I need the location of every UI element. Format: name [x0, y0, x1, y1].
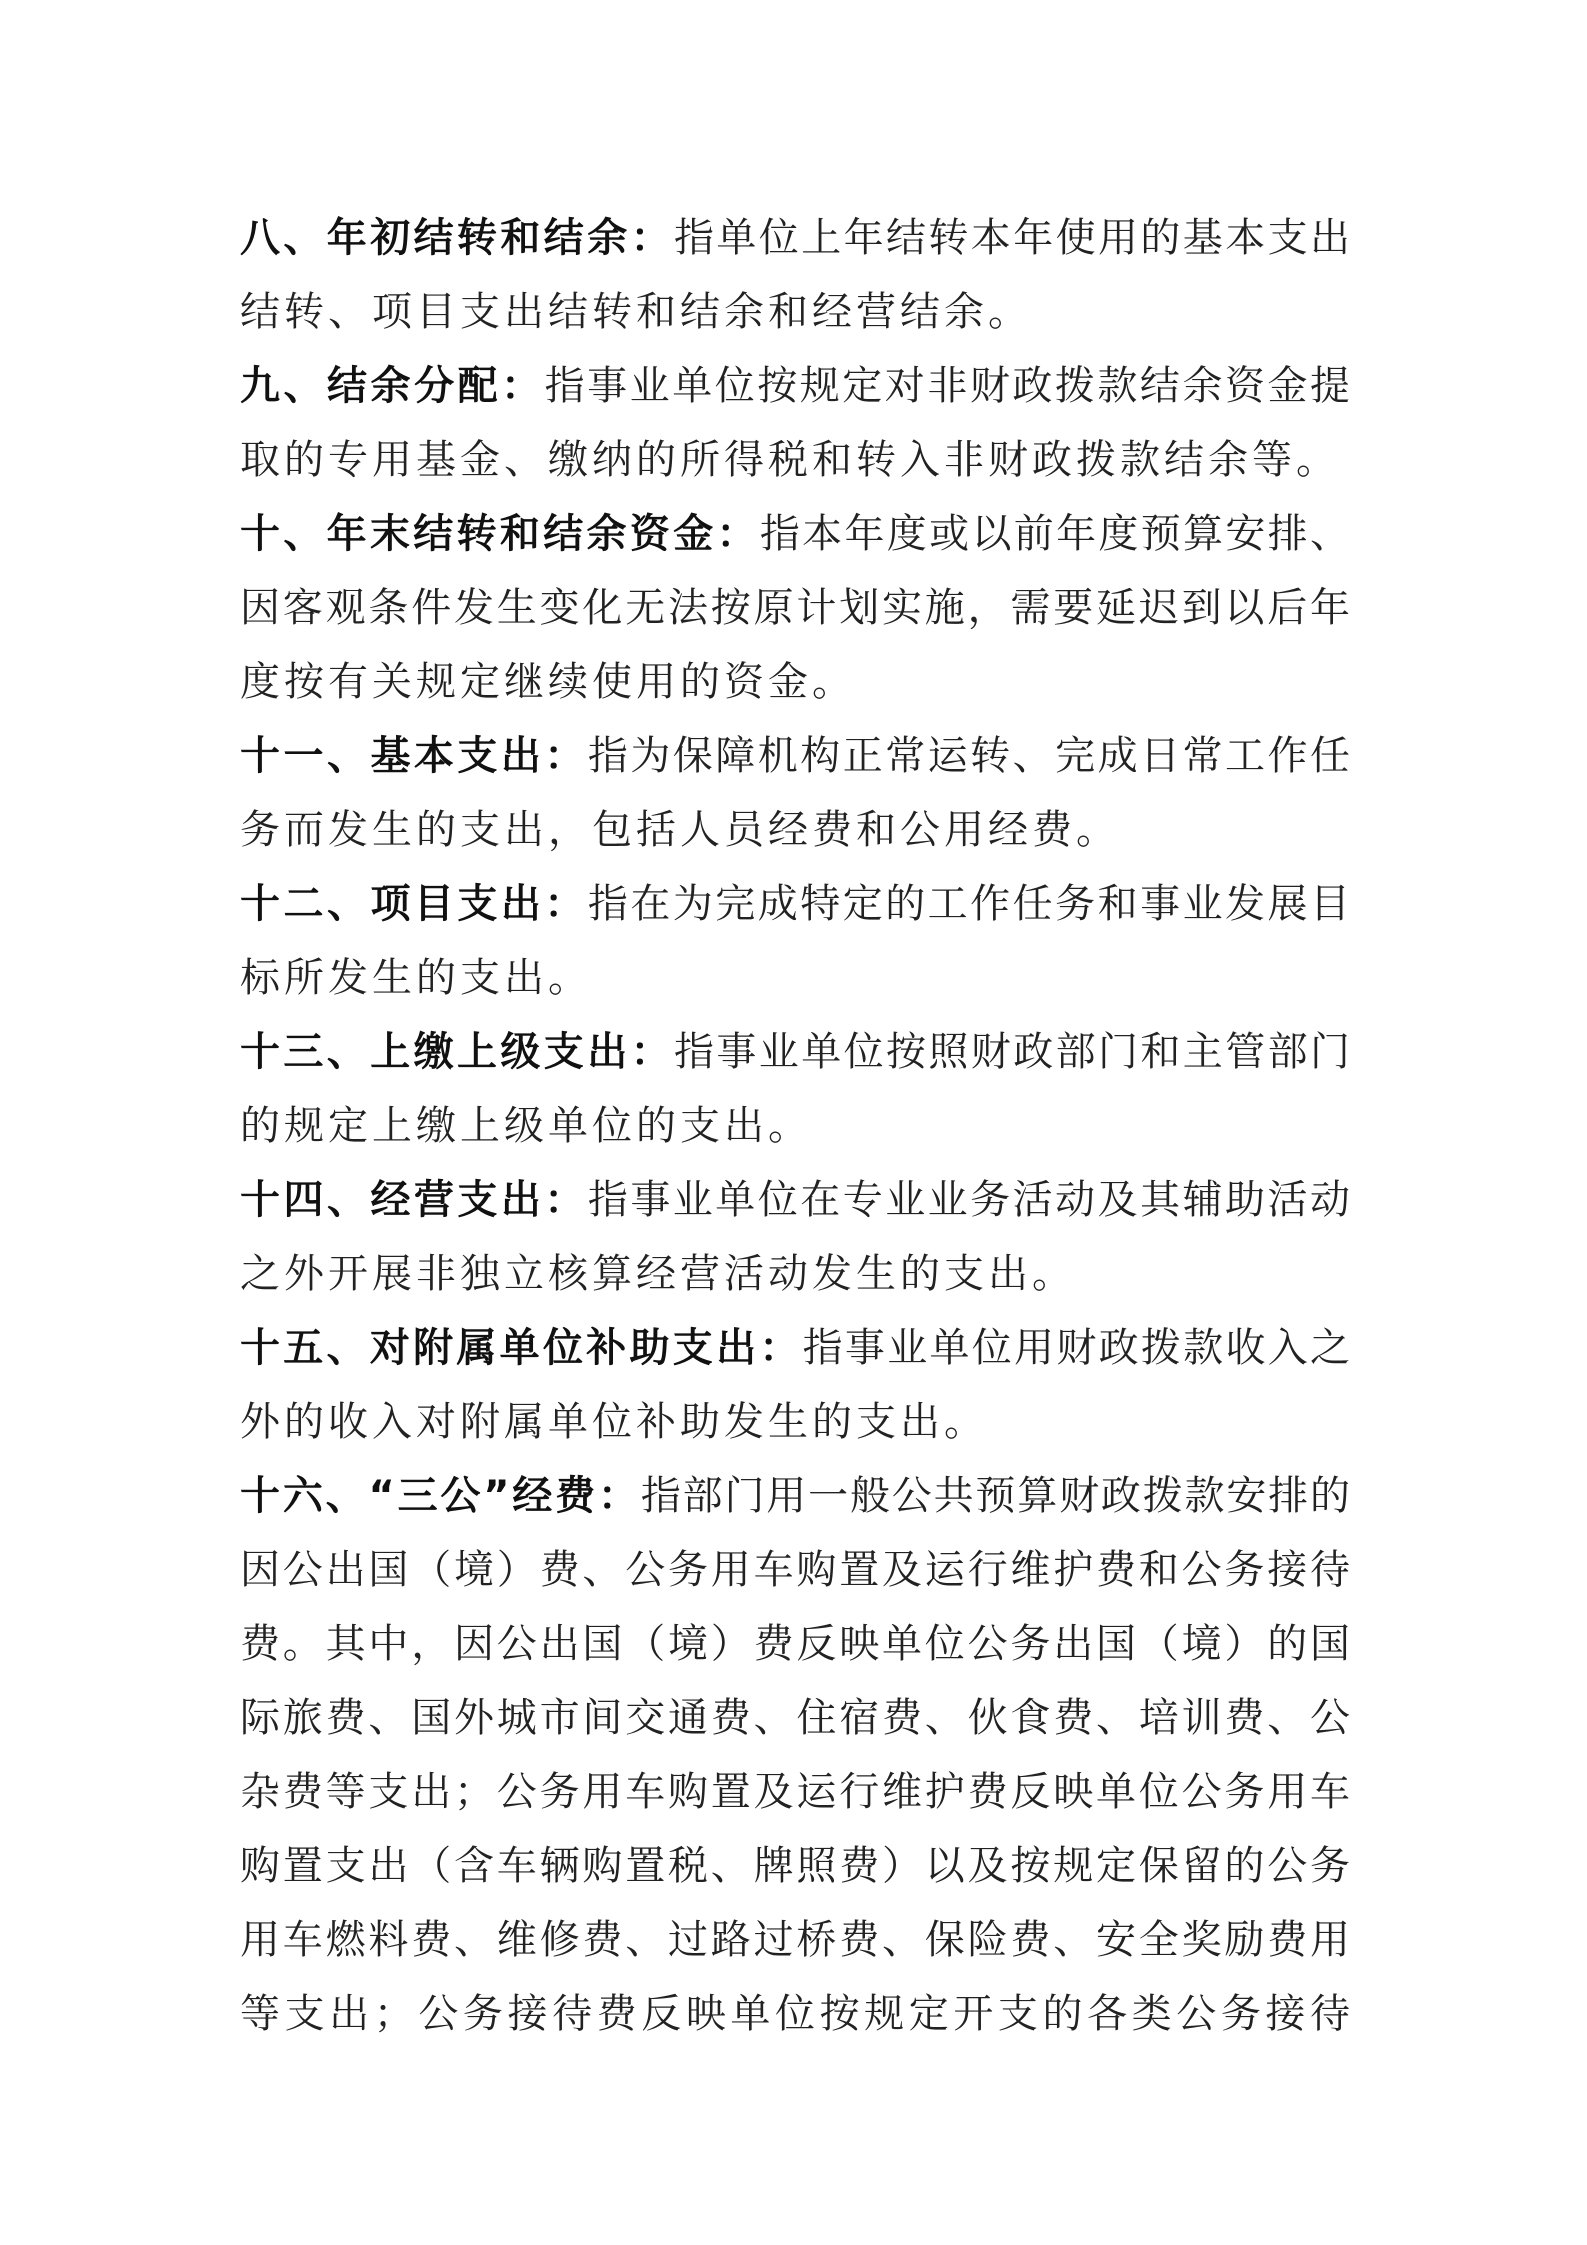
entry-9-term: 九、结余分配：	[240, 363, 545, 409]
entry-15-text-2: 外的收入对附属单位补助发生的支出。	[240, 1399, 988, 1445]
entry-10-text-2: 因客观条件发生变化无法按原计划实施，需要延迟到以后年	[240, 585, 1350, 631]
entry-8-term: 八、年初结转和结余：	[240, 215, 674, 261]
entry-14-line-1	[240, 1170, 1350, 1230]
entry-16-text-2: 因公出国（境）费、公务用车购置及运行维护费和公务接待	[240, 1547, 1350, 1593]
entry-8-line-1	[240, 208, 1350, 268]
entry-11-line-1	[240, 726, 1350, 786]
entry-15-term: 十五、对附属单位补助支出：	[240, 1325, 803, 1371]
entry-10-line-1	[240, 504, 1350, 564]
entry-13-line-1	[240, 1022, 1350, 1082]
entry-12-term: 十二、项目支出：	[240, 881, 588, 927]
entry-16-line-6	[240, 1836, 1350, 1896]
entry-9-line-2	[240, 430, 1350, 490]
entry-15-line-1	[240, 1318, 1350, 1378]
entry-10-text-1: 指本年度或以前年度预算安排、	[759, 511, 1351, 557]
entry-16-text-7: 用车燃料费、维修费、过路过桥费、保险费、安全奖励费用	[240, 1917, 1350, 1963]
entry-14-text-1: 指事业单位在专业业务活动及其辅助活动	[587, 1177, 1351, 1223]
entry-12-line-1	[240, 874, 1350, 934]
entry-16-line-3	[240, 1614, 1350, 1674]
entry-8-text-1: 指单位上年结转本年使用的基本支出	[674, 215, 1350, 261]
entry-13-text-1: 指事业单位按照财政部门和主管部门	[674, 1029, 1350, 1075]
entry-15-text-1: 指事业单位用财政拨款收入之	[802, 1325, 1351, 1371]
entry-16-text-6: 购置支出（含车辆购置税、牌照费）以及按规定保留的公务	[240, 1843, 1350, 1889]
entry-9-text-2: 取的专用基金、缴纳的所得税和转入非财政拨款结余等。	[240, 437, 1340, 483]
entry-10-term: 十、年末结转和结余资金：	[240, 511, 760, 557]
entry-14-term: 十四、经营支出：	[240, 1177, 588, 1223]
entry-8-line-2	[240, 282, 1350, 342]
entry-13-text-2: 的规定上缴上级单位的支出。	[240, 1103, 812, 1149]
entry-10-line-3	[240, 652, 1350, 712]
entry-16-text-5: 杂费等支出；公务用车购置及运行维护费反映单位公务用车	[240, 1769, 1350, 1815]
entry-13-term: 十三、上缴上级支出：	[240, 1029, 674, 1075]
entry-11-term: 十一、基本支出：	[240, 733, 588, 779]
entry-16-line-1	[240, 1466, 1350, 1526]
entry-11-text-1: 指为保障机构正常运转、完成日常工作任	[587, 733, 1351, 779]
entry-16-text-8: 等支出；公务接待费反映单位按规定开支的各类公务接待	[240, 1991, 1350, 2037]
entry-12-text-1: 指在为完成特定的工作任务和事业发展目	[587, 881, 1351, 927]
entry-11-line-2	[240, 800, 1350, 860]
entry-8-text-2: 结转、项目支出结转和结余和经营结余。	[240, 289, 1032, 335]
entry-10-line-2	[240, 578, 1350, 638]
entry-13-line-2	[240, 1096, 1350, 1156]
entry-16-line-5	[240, 1762, 1350, 1822]
entry-9-text-1: 指事业单位按规定对非财政拨款结余资金提	[544, 363, 1351, 409]
entry-16-line-7	[240, 1910, 1350, 1970]
entry-12-line-2	[240, 948, 1350, 1008]
entry-16-line-2	[240, 1540, 1350, 1600]
entry-10-text-3: 度按有关规定继续使用的资金。	[240, 659, 856, 705]
entry-16-line-8	[240, 1984, 1350, 2044]
entry-16-text-3: 费。其中，因公出国（境）费反映单位公务出国（境）的国	[240, 1621, 1350, 1667]
entry-9-line-1	[240, 356, 1350, 416]
entry-16-line-4	[240, 1688, 1350, 1748]
entry-16-term: 十六、“三公”经费：	[240, 1473, 641, 1519]
entry-16-text-4: 际旅费、国外城市间交通费、住宿费、伙食费、培训费、公	[240, 1695, 1350, 1741]
entry-15-line-2	[240, 1392, 1350, 1452]
entry-14-text-2: 之外开展非独立核算经营活动发生的支出。	[240, 1251, 1076, 1297]
entry-12-text-2: 标所发生的支出。	[240, 955, 592, 1001]
entry-16-text-1: 指部门用一般公共预算财政拨款安排的	[640, 1473, 1351, 1519]
entry-11-text-2: 务而发生的支出，包括人员经费和公用经费。	[240, 807, 1120, 853]
entry-14-line-2	[240, 1244, 1350, 1304]
